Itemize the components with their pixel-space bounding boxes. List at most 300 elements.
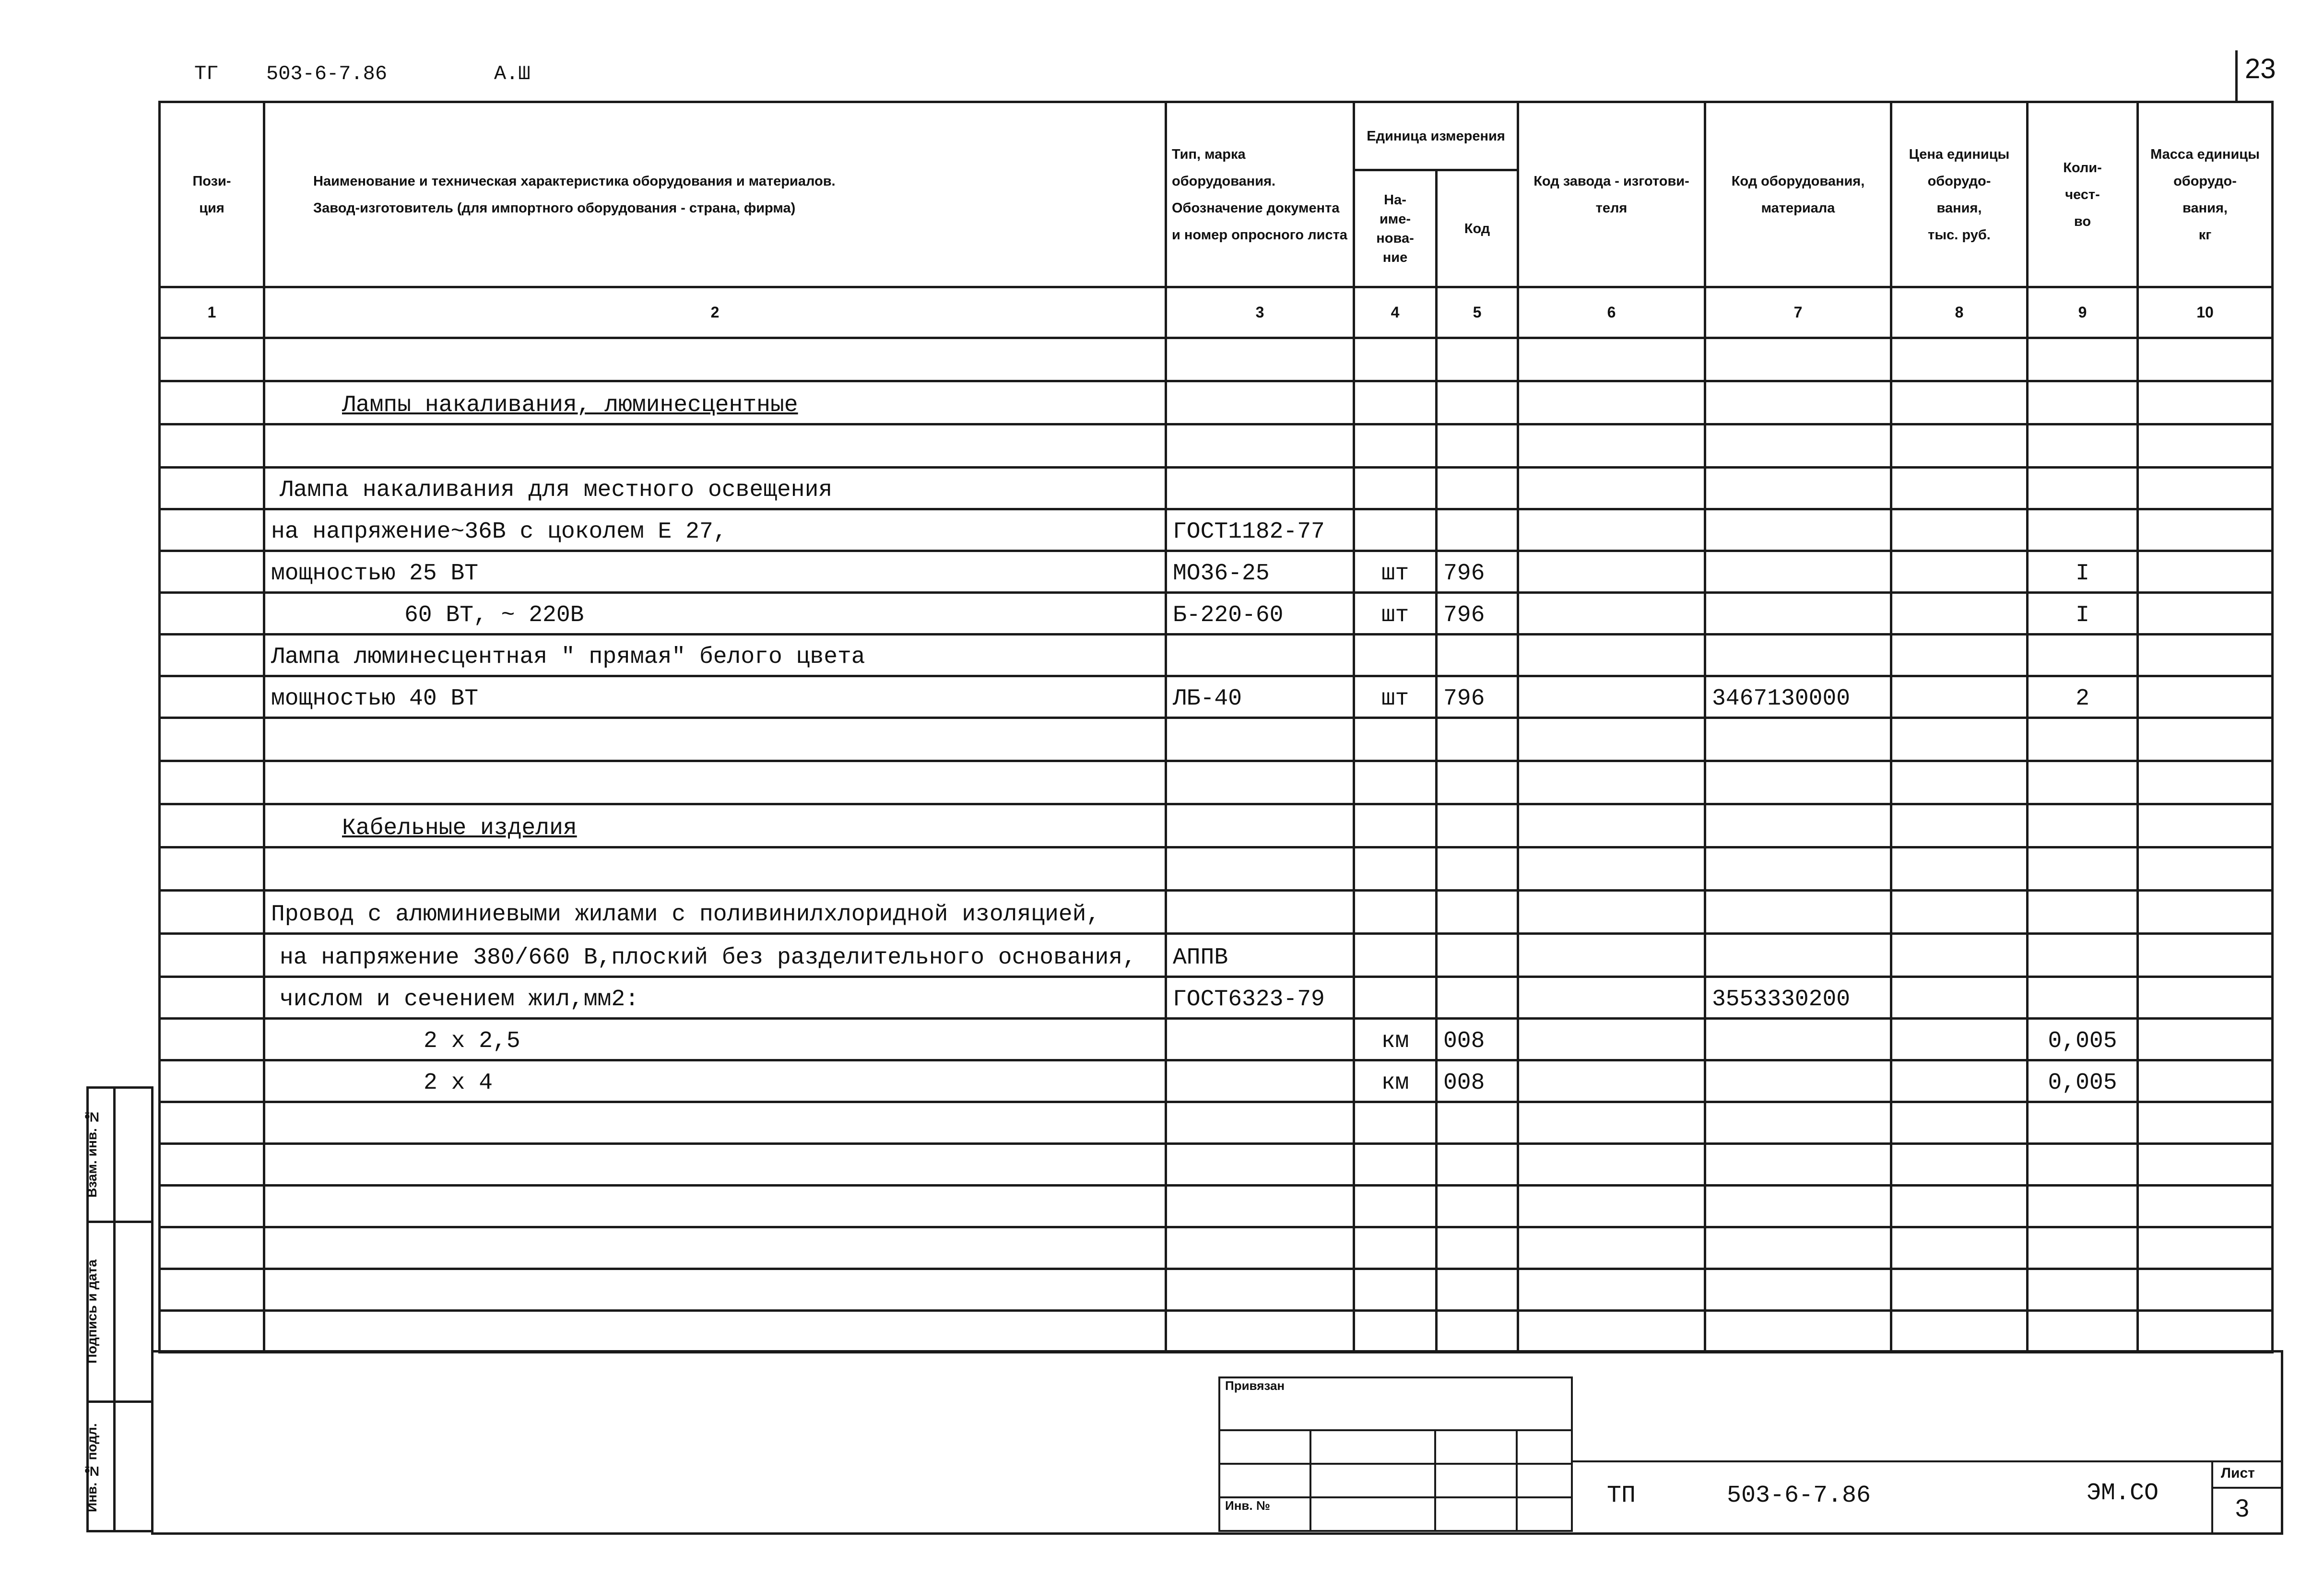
position-cell (160, 977, 264, 1019)
position-cell (160, 381, 264, 424)
table-row (160, 718, 2273, 761)
stamp-cell (1435, 1497, 1517, 1531)
position-cell (160, 1144, 264, 1186)
position-cell (160, 635, 264, 676)
table-row (160, 891, 2273, 934)
stamp-cell (1517, 1497, 1572, 1531)
plant-code-cell (1518, 551, 1705, 593)
unit-code-cell (1437, 977, 1518, 1019)
item-name-cell: на напряжение 380/660 В,плоский без разделительного основания, (264, 934, 1166, 977)
original-inventory-label: Инв. № подл. (84, 1423, 99, 1512)
mass-cell (2138, 847, 2273, 891)
position-cell (160, 1019, 264, 1060)
item-code-cell (1705, 891, 1891, 934)
mass-cell (2138, 804, 2273, 847)
unit-name-cell (1354, 761, 1437, 804)
table-row (160, 676, 2273, 718)
col-number-3: 3 (1166, 287, 1354, 338)
series-code: ТГ (194, 62, 219, 85)
price-cell (1891, 593, 2028, 635)
table-row (160, 1019, 2273, 1060)
item-code-cell (1705, 804, 1891, 847)
quantity-cell (2028, 635, 2138, 676)
unit-code-cell (1437, 1144, 1518, 1186)
position-cell (160, 847, 264, 891)
unit-name-cell: км (1354, 1019, 1437, 1060)
stamp-cell (1310, 1430, 1435, 1464)
unit-code-cell (1437, 761, 1518, 804)
plant-code-cell (1518, 635, 1705, 676)
table-row (160, 468, 2273, 509)
col-header-unit-name: На- име- нова- ние (1354, 170, 1437, 287)
position-cell (160, 551, 264, 593)
unit-name-cell (1354, 977, 1437, 1019)
price-cell (1891, 847, 2028, 891)
quantity-cell (2028, 338, 2138, 381)
stamp-cell (1219, 1430, 1310, 1464)
unit-code-cell (1437, 424, 1518, 468)
price-cell (1891, 1102, 2028, 1144)
unit-name-cell (1354, 1186, 1437, 1227)
item-name-cell: на напряжение~36В с цоколем Е 27, (264, 509, 1166, 551)
quantity-cell (2028, 891, 2138, 934)
position-cell (160, 1269, 264, 1311)
item-name-cell (264, 1186, 1166, 1227)
item-name-cell: числом и сечением жил,мм2: (264, 977, 1166, 1019)
table-row (160, 1186, 2273, 1227)
position-cell (160, 718, 264, 761)
type-cell: МО36-25 (1166, 551, 1354, 593)
type-cell (1166, 381, 1354, 424)
quantity-cell (2028, 977, 2138, 1019)
stamp-cell (1435, 1430, 1517, 1464)
plant-code-cell (1518, 1144, 1705, 1186)
quantity-cell (2028, 509, 2138, 551)
item-code-cell (1705, 1060, 1891, 1102)
unit-name-cell: км (1354, 1060, 1437, 1102)
table-row (160, 593, 2273, 635)
title-block-left-rule (151, 1350, 153, 1535)
price-cell (1891, 891, 2028, 934)
unit-name-cell (1354, 1227, 1437, 1269)
plant-code-cell (1518, 977, 1705, 1019)
unit-name-cell: шт (1354, 676, 1437, 718)
col-header-plant-code: Код завода - изготови- теля (1518, 102, 1705, 287)
plant-code-cell (1518, 761, 1705, 804)
plant-code-cell (1518, 718, 1705, 761)
item-code-cell: 3553330200 (1705, 977, 1891, 1019)
unit-code-cell (1437, 1227, 1518, 1269)
position-cell (160, 934, 264, 977)
price-cell (1891, 1227, 2028, 1269)
item-code-cell (1705, 1019, 1891, 1060)
item-name-cell (264, 1227, 1166, 1269)
type-cell (1166, 424, 1354, 468)
table-row (160, 761, 2273, 804)
col-number-6: 6 (1518, 287, 1705, 338)
column-number-row (160, 287, 2273, 338)
price-cell (1891, 804, 2028, 847)
item-code-cell: 3467130000 (1705, 676, 1891, 718)
item-code-cell (1705, 1102, 1891, 1144)
unit-code-cell (1437, 891, 1518, 934)
item-name-cell (264, 381, 1166, 424)
type-cell (1166, 468, 1354, 509)
table-row (160, 1311, 2273, 1353)
stamp-cell (1517, 1464, 1572, 1497)
quantity-cell (2028, 804, 2138, 847)
mass-cell (2138, 424, 2273, 468)
item-name-cell: Провод с алюминиевыми жилами с поливинилхлоридной изоляцией, (264, 891, 1166, 934)
table-row (160, 1269, 2273, 1311)
position-cell (160, 761, 264, 804)
item-code-cell (1705, 381, 1891, 424)
mass-cell (2138, 1019, 2273, 1060)
mass-cell (2138, 338, 2273, 381)
type-cell (1166, 1144, 1354, 1186)
quantity-cell (2028, 718, 2138, 761)
unit-code-cell (1437, 718, 1518, 761)
price-cell (1891, 934, 2028, 977)
unit-code-cell (1437, 509, 1518, 551)
quantity-cell: 2 (2028, 676, 2138, 718)
sheet-box-rule (2211, 1487, 2283, 1489)
price-cell (1891, 1269, 2028, 1311)
page-number: 23 (2245, 53, 2276, 84)
unit-name-cell (1354, 1144, 1437, 1186)
col-header-unit-code: Код (1437, 170, 1518, 287)
price-cell (1891, 1144, 2028, 1186)
stamp-cell (1517, 1430, 1572, 1464)
position-cell (160, 891, 264, 934)
item-name-cell (264, 424, 1166, 468)
mass-cell (2138, 381, 2273, 424)
type-cell (1166, 1311, 1354, 1353)
type-cell (1166, 761, 1354, 804)
type-cell (1166, 1227, 1354, 1269)
table-row (160, 1144, 2273, 1186)
col-header-name: Наименование и техническая характеристика оборудования и материалов. Завод-изготовитель (для импортного оборудования - страна, фирма) (264, 102, 1166, 287)
position-cell (160, 593, 264, 635)
sheet-label: Лист (2221, 1465, 2255, 1481)
quantity-cell (2028, 468, 2138, 509)
item-code-cell (1705, 1311, 1891, 1353)
position-cell (160, 509, 264, 551)
document-number: 503-6-7.86 (266, 62, 388, 85)
side-strip-rule-1 (86, 1221, 153, 1223)
stamp-cell (1310, 1497, 1435, 1531)
position-cell (160, 804, 264, 847)
title-block-top-rule (151, 1350, 2283, 1353)
plant-code-cell (1518, 847, 1705, 891)
section-heading: Кабельные изделия (342, 815, 577, 841)
stamp-cell (1219, 1464, 1310, 1497)
plant-code-cell (1518, 934, 1705, 977)
mass-cell (2138, 1060, 2273, 1102)
unit-code-cell (1437, 381, 1518, 424)
position-cell (160, 676, 264, 718)
unit-name-cell (1354, 509, 1437, 551)
item-code-cell (1705, 1144, 1891, 1186)
table-row (160, 934, 2273, 977)
unit-name-cell (1354, 424, 1437, 468)
type-cell (1166, 804, 1354, 847)
col-number-2: 2 (264, 287, 1166, 338)
quantity-cell (2028, 761, 2138, 804)
mass-cell (2138, 891, 2273, 934)
unit-code-cell (1437, 338, 1518, 381)
mass-cell (2138, 635, 2273, 676)
position-cell (160, 1060, 264, 1102)
mass-cell (2138, 934, 2273, 977)
quantity-cell: I (2028, 551, 2138, 593)
mass-cell (2138, 1269, 2273, 1311)
type-cell (1166, 1060, 1354, 1102)
item-code-cell (1705, 593, 1891, 635)
item-code-cell (1705, 551, 1891, 593)
unit-code-cell (1437, 1269, 1518, 1311)
col-header-item-code: Код оборудования, материала (1705, 102, 1891, 287)
plant-code-cell (1518, 1311, 1705, 1353)
col-number-4: 4 (1354, 287, 1437, 338)
quantity-cell: 0,005 (2028, 1060, 2138, 1102)
item-name-cell (264, 1311, 1166, 1353)
attachment-stamp (1218, 1376, 1573, 1532)
position-cell (160, 1227, 264, 1269)
unit-name-cell (1354, 718, 1437, 761)
table-row (160, 1060, 2273, 1102)
item-code-cell (1705, 468, 1891, 509)
type-cell: ГОСТ6323-79 (1166, 977, 1354, 1019)
price-cell (1891, 977, 2028, 1019)
mass-cell (2138, 1102, 2273, 1144)
unit-code-cell: 008 (1437, 1019, 1518, 1060)
item-code-cell (1705, 635, 1891, 676)
type-cell (1166, 1186, 1354, 1227)
page-number-divider (2235, 50, 2238, 101)
quantity-cell (2028, 1269, 2138, 1311)
item-code-cell (1705, 761, 1891, 804)
album-mark: А.Ш (494, 62, 531, 85)
mass-cell (2138, 1144, 2273, 1186)
price-cell (1891, 1311, 2028, 1353)
mass-cell (2138, 977, 2273, 1019)
unit-code-cell (1437, 635, 1518, 676)
col-header-price: Цена единицы оборудо- вания, тыс. руб. (1891, 102, 2028, 287)
unit-code-cell: 796 (1437, 551, 1518, 593)
col-header-unit-group: Единица измерения (1354, 102, 1518, 170)
item-code-cell (1705, 338, 1891, 381)
item-name-cell: 2 х 2,5 (264, 1019, 1166, 1060)
title-series: ТП (1607, 1482, 1636, 1509)
type-cell (1166, 718, 1354, 761)
price-cell (1891, 338, 2028, 381)
type-cell (1166, 891, 1354, 934)
quantity-cell: 0,005 (2028, 1019, 2138, 1060)
table-row (160, 551, 2273, 593)
type-cell: ЛБ-40 (1166, 676, 1354, 718)
unit-code-cell (1437, 934, 1518, 977)
mass-cell (2138, 761, 2273, 804)
item-code-cell (1705, 424, 1891, 468)
specification-table (158, 101, 2274, 1353)
item-code-cell (1705, 934, 1891, 977)
price-cell (1891, 509, 2028, 551)
unit-code-cell (1437, 1102, 1518, 1144)
type-cell (1166, 1102, 1354, 1144)
mass-cell (2138, 1186, 2273, 1227)
unit-code-cell (1437, 1186, 1518, 1227)
quantity-cell (2028, 381, 2138, 424)
table-row (160, 338, 2273, 381)
position-cell (160, 468, 264, 509)
stamp-inv-label: Инв. № (1219, 1497, 1310, 1531)
unit-name-cell (1354, 381, 1437, 424)
item-name-cell (264, 1269, 1166, 1311)
plant-code-cell (1518, 1186, 1705, 1227)
table-row (160, 509, 2273, 551)
plant-code-cell (1518, 1269, 1705, 1311)
quantity-cell (2028, 934, 2138, 977)
price-cell (1891, 468, 2028, 509)
plant-code-cell (1518, 509, 1705, 551)
plant-code-cell (1518, 593, 1705, 635)
mass-cell (2138, 676, 2273, 718)
mass-cell (2138, 1227, 2273, 1269)
unit-code-cell: 008 (1437, 1060, 1518, 1102)
unit-code-cell: 796 (1437, 676, 1518, 718)
quantity-cell: I (2028, 593, 2138, 635)
mass-cell (2138, 468, 2273, 509)
price-cell (1891, 551, 2028, 593)
mass-cell (2138, 1311, 2273, 1353)
price-cell (1891, 1019, 2028, 1060)
plant-code-cell (1518, 338, 1705, 381)
type-cell (1166, 1269, 1354, 1311)
plant-code-cell (1518, 1102, 1705, 1144)
unit-code-cell (1437, 804, 1518, 847)
plant-code-cell (1518, 804, 1705, 847)
stamp-cell (1435, 1464, 1517, 1497)
unit-code-cell (1437, 468, 1518, 509)
plant-code-cell (1518, 381, 1705, 424)
side-strip-rule-2 (86, 1400, 153, 1403)
plant-code-cell (1518, 891, 1705, 934)
type-cell (1166, 635, 1354, 676)
col-number-9: 9 (2028, 287, 2138, 338)
unit-name-cell (1354, 635, 1437, 676)
item-name-cell (264, 1144, 1166, 1186)
type-cell: АППВ (1166, 934, 1354, 977)
table-row (160, 424, 2273, 468)
item-name-cell (264, 718, 1166, 761)
plant-code-cell (1518, 1060, 1705, 1102)
sheet-number: 3 (2235, 1494, 2249, 1522)
table-row (160, 381, 2273, 424)
section-heading: Лампы накаливания, люминесцентные (342, 392, 798, 418)
col-number-1: 1 (160, 287, 264, 338)
table-row (160, 635, 2273, 676)
item-name-cell (264, 761, 1166, 804)
stamp-cell (1310, 1464, 1435, 1497)
col-header-quantity: Коли- чест- во (2028, 102, 2138, 287)
type-cell (1166, 338, 1354, 381)
title-row-rule (1571, 1460, 2281, 1462)
unit-code-cell (1437, 1311, 1518, 1353)
price-cell (1891, 1060, 2028, 1102)
position-cell (160, 338, 264, 381)
quantity-cell (2028, 847, 2138, 891)
unit-name-cell (1354, 1102, 1437, 1144)
type-cell (1166, 847, 1354, 891)
item-code-cell (1705, 1186, 1891, 1227)
table-row (160, 977, 2273, 1019)
plant-code-cell (1518, 1019, 1705, 1060)
item-name-cell: мощностью 25 ВТ (264, 551, 1166, 593)
table-row (160, 847, 2273, 891)
price-cell (1891, 718, 2028, 761)
mass-cell (2138, 509, 2273, 551)
plant-code-cell (1518, 1227, 1705, 1269)
position-cell (160, 1102, 264, 1144)
quantity-cell (2028, 1102, 2138, 1144)
table-row (160, 804, 2273, 847)
item-name-cell: Лампа накаливания для местного освещения (264, 468, 1166, 509)
col-header-mass: Масса единицы оборудо- вания, кг (2138, 102, 2273, 287)
unit-name-cell (1354, 1311, 1437, 1353)
replaces-inventory-label: Взам. инв. № (84, 1109, 99, 1198)
mass-cell (2138, 593, 2273, 635)
signature-date-label: Подпись и дата (84, 1259, 99, 1364)
item-name-cell: мощностью 40 ВТ (264, 676, 1166, 718)
table-row (160, 1227, 2273, 1269)
item-code-cell (1705, 509, 1891, 551)
item-code-cell (1705, 718, 1891, 761)
title-doc-number: 503-6-7.86 (1727, 1482, 1871, 1509)
col-number-7: 7 (1705, 287, 1891, 338)
mass-cell (2138, 718, 2273, 761)
title-block-bottom-rule (151, 1532, 2283, 1535)
price-cell (1891, 676, 2028, 718)
position-cell (160, 1311, 264, 1353)
unit-name-cell (1354, 934, 1437, 977)
plant-code-cell (1518, 468, 1705, 509)
price-cell (1891, 381, 2028, 424)
stamp-attached-label: Привязан (1219, 1377, 1572, 1430)
plant-code-cell (1518, 424, 1705, 468)
header-row-top (160, 102, 2273, 170)
quantity-cell (2028, 1227, 2138, 1269)
unit-name-cell (1354, 468, 1437, 509)
plant-code-cell (1518, 676, 1705, 718)
quantity-cell (2028, 1186, 2138, 1227)
quantity-cell (2028, 424, 2138, 468)
position-cell (160, 424, 264, 468)
col-number-10: 10 (2138, 287, 2273, 338)
unit-name-cell (1354, 1269, 1437, 1311)
item-code-cell (1705, 847, 1891, 891)
item-name-cell (264, 338, 1166, 381)
table-row (160, 1102, 2273, 1144)
unit-name-cell: шт (1354, 593, 1437, 635)
price-cell (1891, 1186, 2028, 1227)
unit-name-cell (1354, 891, 1437, 934)
type-cell (1166, 1019, 1354, 1060)
unit-name-cell (1354, 804, 1437, 847)
item-code-cell (1705, 1227, 1891, 1269)
unit-code-cell (1437, 847, 1518, 891)
item-name-cell (264, 847, 1166, 891)
